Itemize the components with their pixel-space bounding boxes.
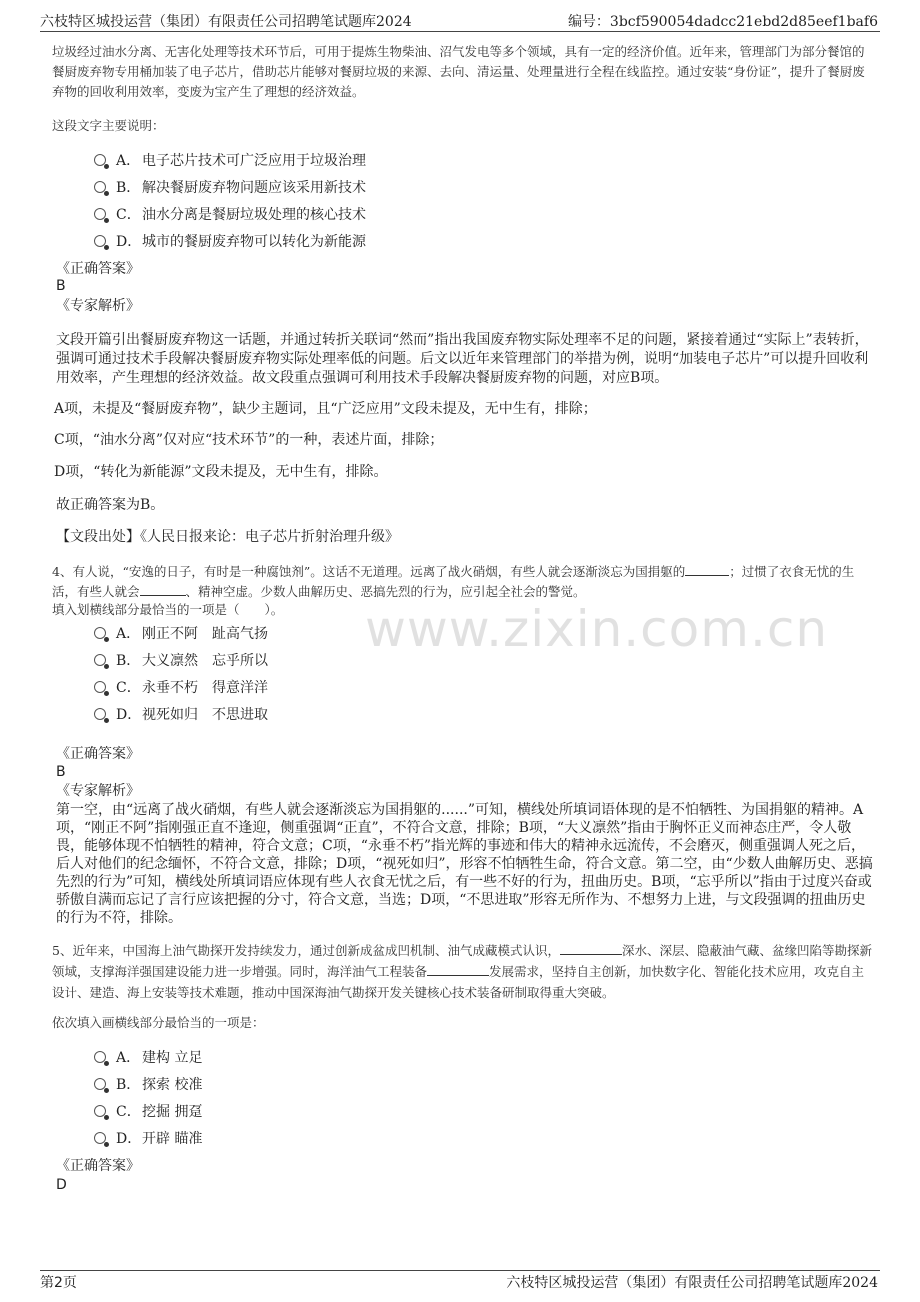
footer-divider <box>40 1270 880 1271</box>
q3-stem: 这段文字主要说明： <box>52 118 165 133</box>
q3-source: 【文段出处】《人民日报来论：电子芯片折射治理升级》 <box>56 529 399 545</box>
q5-blank-1 <box>560 954 622 955</box>
page-prefix: 第 <box>40 1275 54 1291</box>
radio-icon[interactable] <box>94 1051 106 1063</box>
option-letter: B． <box>116 1077 141 1093</box>
option-letter: C． <box>116 680 141 696</box>
option-letter: A． <box>116 153 141 169</box>
option-text: 视死如归 不思进取 <box>142 707 268 723</box>
q4-passage-part1: 4、有人说，“安逸的日子，有时是一种腐蚀剂”。这话不无道理。远离了战火硝烟，有些人就会逐渐淡忘为国捐躯的 <box>52 564 686 579</box>
option-text: 探索 校准 <box>142 1077 203 1093</box>
option-text: 挖掘 拥趸 <box>142 1104 203 1120</box>
q5-answer: D <box>56 1177 67 1193</box>
radio-icon[interactable] <box>94 1105 106 1117</box>
q3-answer-label: 《正确答案》 <box>56 261 140 277</box>
option-text: 开辟 瞄准 <box>142 1131 203 1147</box>
option-letter: A． <box>116 626 141 642</box>
watermark: www.zixin.com.cn <box>365 600 829 658</box>
q4-answer-label: 《正确答案》 <box>56 746 140 762</box>
q4-blank-2 <box>140 595 186 596</box>
option-text: 解决餐厨废弃物问题应该采用新技术 <box>142 180 366 196</box>
option-text: 城市的餐厨废弃物可以转化为新能源 <box>142 234 366 250</box>
option-text: 刚正不阿 趾高气扬 <box>142 626 268 642</box>
q3-answer: B <box>56 278 66 294</box>
option-letter: C． <box>116 1104 141 1120</box>
radio-icon[interactable] <box>94 681 106 693</box>
option-text: 建构 立足 <box>142 1050 203 1066</box>
option-text: 大义凛然 忘乎所以 <box>142 653 268 669</box>
q4-analysis: 第一空，由“远离了战火硝烟，有些人就会逐渐淡忘为国捐躯的......”可知，横线处所填词语体现的是不怕牺牲、为国捐躯的精神。A项，“刚正不阿”指刚强正直不逢迎，侧重强调“正直”，不符合文意，排除；B项，“大义凛然”指由于胸怀正义而神态庄严，令人敬畏，能够体现不怕牺牲的精神，符合文意；C项，“永垂不朽”指光辉的事迹和伟大的精神永远流传，不会磨灭，侧重强调人死之后，后人对他们的纪念缅怀，不符合文意，排除；D项，“视死如归”，形容不怕牺牲生命，符合文意。第二空，由“少数人曲解历史、恶搞先烈的行为”可知，横线处所填词语应体现有些人衣食无忧之后，有一些不好的行为，扭曲历史。B项，“忘乎所以”指由于过度兴奋或骄傲自满而忘记了言行应该把握的分寸，符合文意，当选；D项，“不思进取”形容无所作为、不想努力上进，与文段强调的扭曲历史的行为不符，排除。 <box>56 802 873 926</box>
option-letter: B． <box>116 180 141 196</box>
option-letter: C． <box>116 207 141 223</box>
option-text: 油水分离是餐厨垃圾处理的核心技术 <box>142 207 366 223</box>
radio-icon[interactable] <box>94 154 106 166</box>
q4-stem: 填入划横线部分最恰当的一项是（ ）。 <box>52 602 284 617</box>
q4-analysis-label: 《专家解析》 <box>56 783 140 799</box>
page-suffix: 页 <box>62 1275 77 1291</box>
option-text: 永垂不朽 得意洋洋 <box>142 680 268 696</box>
option-letter: D． <box>116 1131 142 1147</box>
option-letter: D． <box>116 707 142 723</box>
q5-passage <box>52 940 876 1003</box>
q4-passage <box>52 562 876 602</box>
option-letter: D． <box>116 234 142 250</box>
q3-passage: 垃圾经过油水分离、无害化处理等技术环节后，可用于提炼生物柴油、沼气发电等多个领域，具有一定的经济价值。近年来，管理部门为部分餐馆的餐厨废弃物专用桶加装了电子芯片，借助芯片能够对餐厨垃圾的来源、去向、清运量、处理量进行全程在线监控。通过安装“身份证”，提升了餐厨废弃物的回收利用效率，变废为宝产生了理想的经济效益。 <box>52 44 865 99</box>
q4-answer: B <box>56 764 66 780</box>
radio-icon[interactable] <box>94 208 106 220</box>
radio-icon[interactable] <box>94 235 106 247</box>
radio-icon[interactable] <box>94 1132 106 1144</box>
q3-analysis-a: A项，未提及“餐厨废弃物”，缺少主题词，且“广泛应用”文段未提及，无中生有，排除； <box>54 401 597 417</box>
header-divider <box>40 31 880 32</box>
option-letter: A． <box>116 1050 141 1066</box>
radio-icon[interactable] <box>94 627 106 639</box>
page-num: 2 <box>54 1275 63 1291</box>
page-header <box>0 0 920 34</box>
option-letter: B． <box>116 653 141 669</box>
q4-blank-1 <box>685 575 729 576</box>
q5-passage-part1: 5、近年来，中国海上油气勘探开发持续发力，通过创新成盆成凹机制、油气成藏模式认识， <box>52 943 560 958</box>
q5-passage-part2: 深水、深层、隐蔽油气藏、盆缘凹陷等勘探新领域，支撑海洋强国建设能力进一步增强。同时，海洋油气工程装备 <box>52 943 872 979</box>
q5-stem: 依次填入画横线部分最恰当的一项是： <box>52 1015 265 1030</box>
q5-passage-part3: 发展需求，坚持自主创新，加快数字化、智能化技术应用，攻克自主设计、建造、海上安装等技术难题，推动中国深海油气勘探开发关键核心技术装备研制取得重大突破。 <box>52 964 865 1000</box>
q3-conclusion: 故正确答案为B。 <box>56 497 165 513</box>
q3-analysis-d: D项，“转化为新能源”文段未提及，无中生有，排除。 <box>54 464 388 480</box>
option-text: 电子芯片技术可广泛应用于垃圾治理 <box>142 153 366 169</box>
q5-blank-2 <box>427 975 489 976</box>
radio-icon[interactable] <box>94 654 106 666</box>
radio-icon[interactable] <box>94 181 106 193</box>
header-doc-id: 编号：3bcf590054dadcc21ebd2d85eef1baf6 <box>567 14 878 30</box>
radio-icon[interactable] <box>94 708 106 720</box>
q3-analysis-c: C项，“油水分离”仅对应“技术环节”的一种，表述片面，排除； <box>54 432 444 448</box>
q5-answer-label: 《正确答案》 <box>56 1158 140 1174</box>
q4-passage-part3: 、精神空虚。少数人曲解历史、恶搞先烈的行为，应引起全社会的警觉。 <box>185 584 586 599</box>
footer-title: 六枝特区城投运营（集团）有限责任公司招聘笔试题库2024 <box>506 1275 878 1291</box>
q3-analysis-main: 文段开篇引出餐厨废弃物这一话题，并通过转折关联词“然而”指出我国废弃物实际处理率不足的问题，紧接着通过“实际上”表转折，强调可通过技术手段解决餐厨废弃物实际处理率低的问题。后文以近年来管理部门的举措为例，说明“加装电子芯片”可以提升回收利用效率，产生理想的经济效益。故文段重点强调可利用技术手段解决餐厨废弃物的问题，对应B项。 <box>56 332 869 386</box>
page-number <box>40 1272 77 1292</box>
radio-icon[interactable] <box>94 1078 106 1090</box>
header-title: 六枝特区城投运营（集团）有限责任公司招聘笔试题库2024 <box>40 14 412 30</box>
q3-analysis-label: 《专家解析》 <box>56 298 140 314</box>
q4-passage-part2: ；过惯了衣食无忧的生活，有些人就会 <box>52 564 855 599</box>
